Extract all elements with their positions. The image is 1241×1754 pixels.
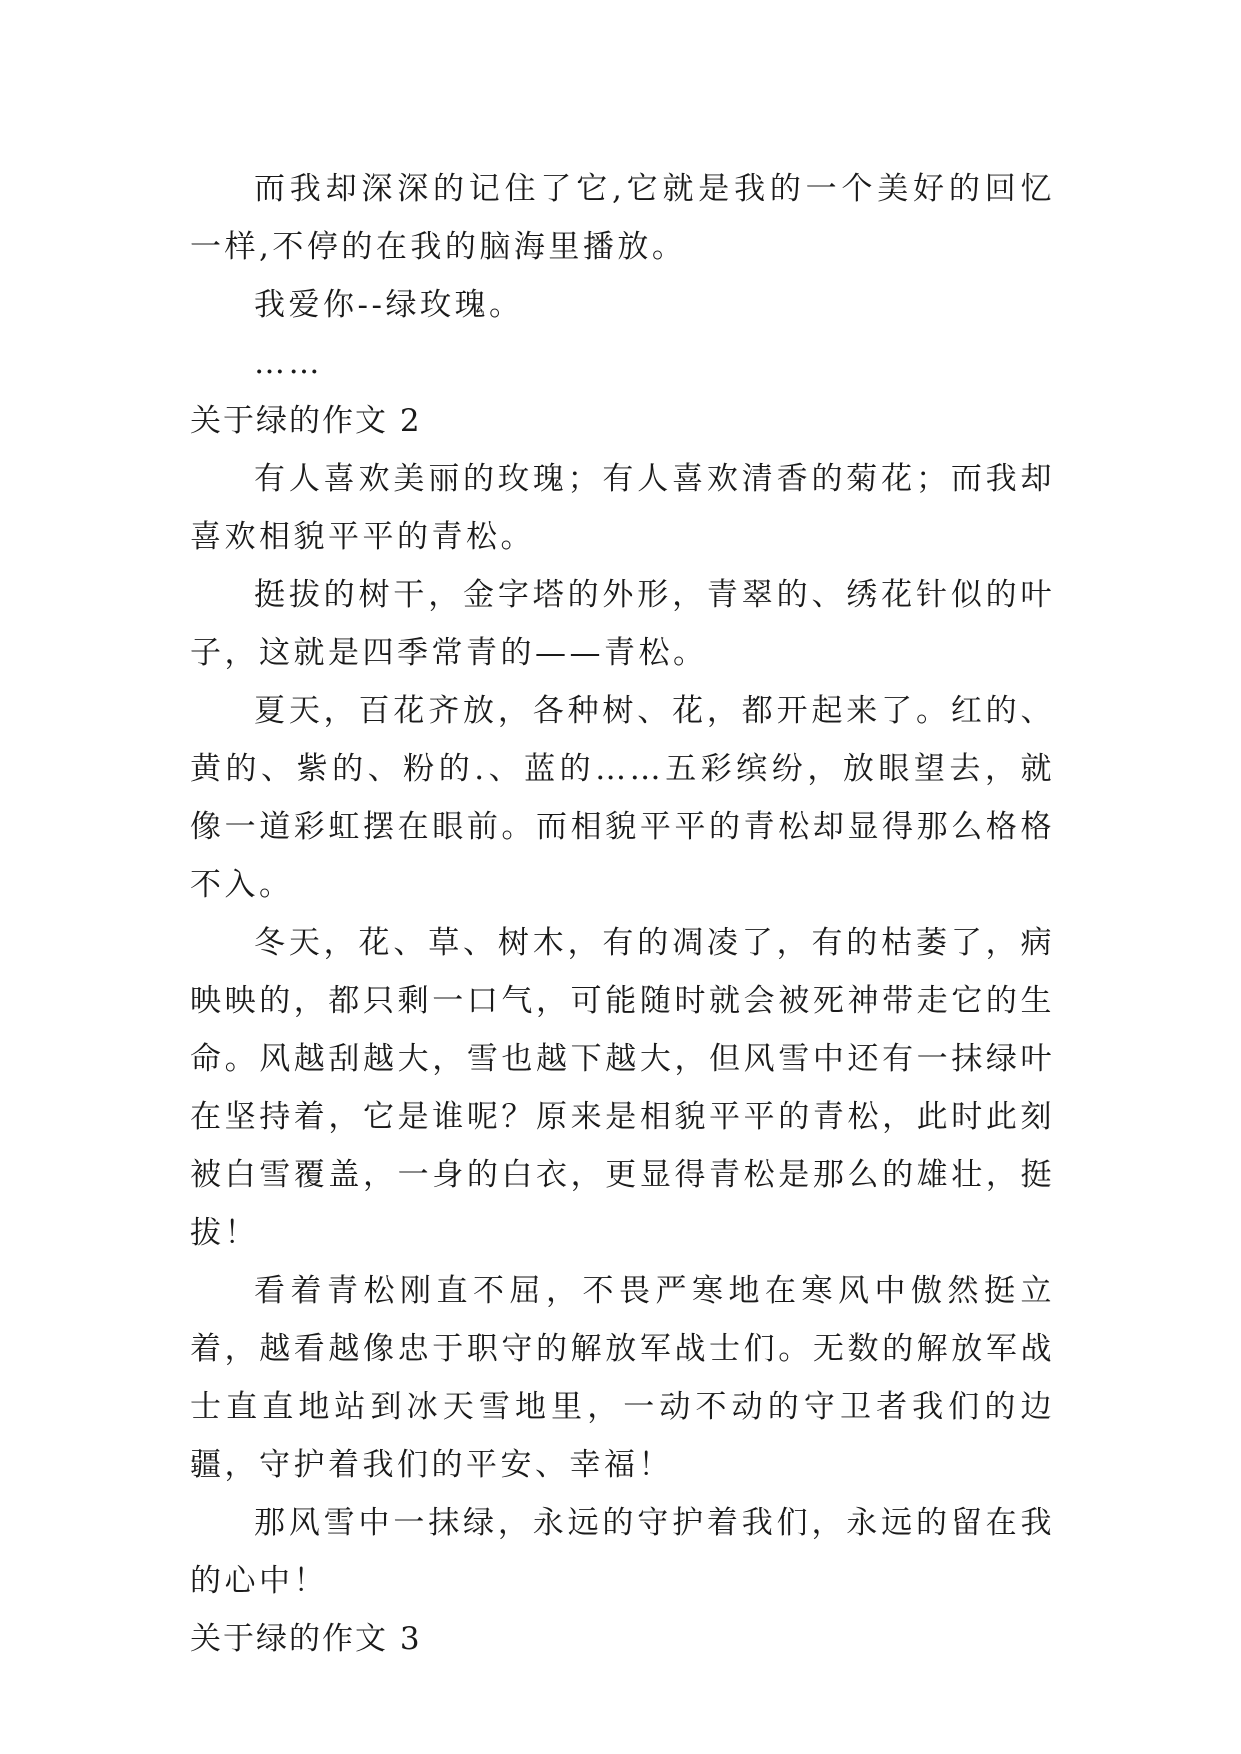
paragraph: 夏天，百花齐放，各种树、花，都开起来了。红的、黄的、紫的、粉的.、蓝的……五彩缤纷，放眼望去，就像一道彩虹摆在眼前。而相貌平平的青松却显得那么格格不入。: [190, 693, 1055, 903]
paragraph: 我爱你--绿玫瑰。: [254, 287, 524, 323]
paragraph: 那风雪中一抹绿，永远的守护着我们，永远的留在我的心中！: [190, 1505, 1055, 1599]
paragraph: ……: [254, 345, 323, 381]
paragraph: 挺拔的树干，金字塔的外形，青翠的、绣花针似的叶子，这就是四季常青的——青松。: [190, 577, 1055, 671]
document-page: [190, 160, 1055, 1668]
section-heading: 关于绿的作文 2: [190, 403, 422, 439]
paragraph: 冬天，花、草、树木，有的凋凌了，有的枯萎了，病映映的，都只剩一口气，可能随时就会被死神带走它的生命。风越刮越大，雪也越下越大，但风雪中还有一抹绿叶在坚持着，它是谁呢？原来是相貌平平的青松，此时此刻被白雪覆盖，一身的白衣，更显得青松是那么的雄壮，挺拔！: [190, 925, 1055, 1251]
paragraph: 看着青松刚直不屈，不畏严寒地在寒风中傲然挺立着，越看越像忠于职守的解放军战士们。无数的解放军战士直直地站到冰天雪地里，一动不动的守卫者我们的边疆，守护着我们的平安、幸福！: [190, 1273, 1055, 1483]
paragraph: 有人喜欢美丽的玫瑰；有人喜欢清香的菊花；而我却喜欢相貌平平的青松。: [190, 461, 1055, 555]
section-heading: 关于绿的作文 3: [190, 1621, 422, 1657]
paragraph: 而我却深深的记住了它,它就是我的一个美好的回忆一样,不停的在我的脑海里播放。: [190, 171, 1055, 265]
